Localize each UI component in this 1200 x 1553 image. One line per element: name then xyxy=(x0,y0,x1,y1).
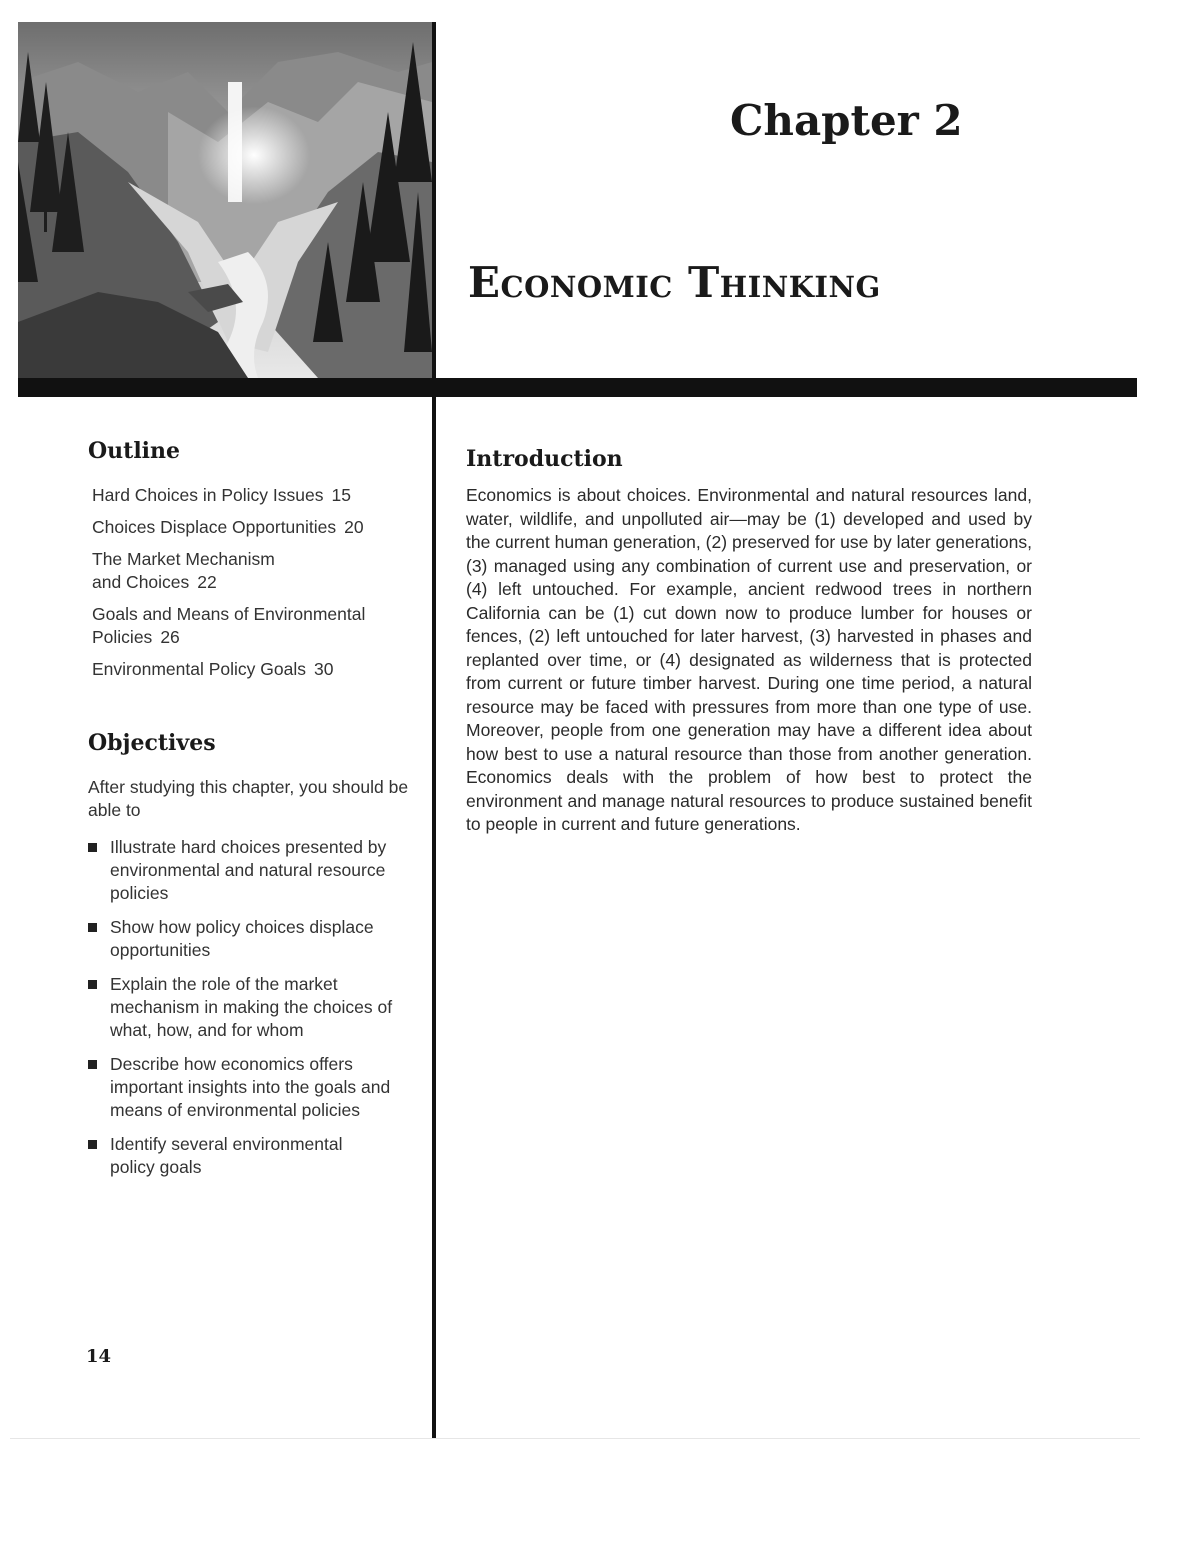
objective-text: Identify several environmental policy goals xyxy=(110,1134,343,1177)
objective-item xyxy=(88,916,420,962)
objective-item xyxy=(88,973,420,1042)
objectives-intro: After studying this chapter, you should be able to xyxy=(88,777,409,820)
square-bullet-icon xyxy=(88,1060,97,1069)
outline-item-page: 15 xyxy=(331,485,351,505)
objective-text: Illustrate hard choices presented by environmental and natural resource policies xyxy=(110,837,387,903)
chapter-label: Chapter 2 xyxy=(730,96,963,145)
canyon-waterfall-painting-icon xyxy=(18,22,432,378)
outline-item-page: 26 xyxy=(160,627,180,647)
square-bullet-icon xyxy=(88,1140,97,1149)
outline-item-title: Goals and Means of Environmental Policies xyxy=(92,604,366,647)
page-number: 14 xyxy=(86,1346,112,1367)
chapter-opener-photo xyxy=(18,22,432,378)
introduction-section xyxy=(466,446,1032,837)
page-bottom-edge xyxy=(10,1438,1140,1439)
chapter-title: Economic Thinking xyxy=(468,258,881,307)
outline-item-page: 20 xyxy=(344,517,364,537)
square-bullet-icon xyxy=(88,923,97,932)
horizontal-header-band xyxy=(18,378,1137,397)
outline-item xyxy=(92,516,412,539)
outline-item xyxy=(92,658,412,681)
objectives-section xyxy=(88,730,423,1190)
outline-item-page: 22 xyxy=(197,572,217,592)
outline-item xyxy=(92,484,392,507)
objective-item xyxy=(88,836,410,905)
outline-item-title: Environmental Policy Goals xyxy=(92,659,306,679)
objective-item xyxy=(88,1053,410,1122)
objectives-list xyxy=(88,836,423,1179)
vertical-column-rule xyxy=(432,22,436,1438)
introduction-heading: Introduction xyxy=(466,446,623,472)
outline-section xyxy=(88,438,423,690)
outline-item xyxy=(92,548,307,594)
square-bullet-icon xyxy=(88,980,97,989)
introduction-body: Economics is about choices. Environmental and natural resources land, water, wildlife, and unpolluted air—may be (1) developed and used by the current human generation, (2) preserved for use by later generations, (3) managed using any combination of current use and preservation, or (4) left untouched. For example, ancient redwood trees in northern California can be (1) cut down now to produce lumber for houses or fences, (2) left untouched for later harvest, (3) harvested in phases and replanted over time, or (4) designated as wilderness that is protected from current or future timber harvest. During one time period, a natural resource may be faced with pressures from more than one type of use. Moreover, people from one generation may have a different idea about how best to use a natural resource than those from another generation. Economics deals with the problem of how best to protect the environment and manage natural resources to produce sustained benefit to people in current and future generations. xyxy=(466,485,1032,834)
objectives-heading: Objectives xyxy=(88,730,216,756)
objective-text: Show how policy choices displace opportunities xyxy=(110,917,374,960)
outline-item-title: Hard Choices in Policy Issues xyxy=(92,485,324,505)
outline-list xyxy=(92,484,423,681)
outline-item-title: Choices Displace Opportunities xyxy=(92,517,337,537)
outline-heading: Outline xyxy=(88,438,181,464)
outline-item xyxy=(92,603,407,649)
outline-item-page: 30 xyxy=(313,659,334,679)
objective-item xyxy=(88,1133,390,1179)
objective-text: Explain the role of the market mechanism in making the choices of what, how, and for whom xyxy=(110,974,393,1040)
square-bullet-icon xyxy=(88,843,97,852)
objective-text: Describe how economics offers important insights into the goals and means of environmental policies xyxy=(110,1054,391,1120)
outline-item-title: The Market Mechanism and Choices xyxy=(92,549,275,592)
